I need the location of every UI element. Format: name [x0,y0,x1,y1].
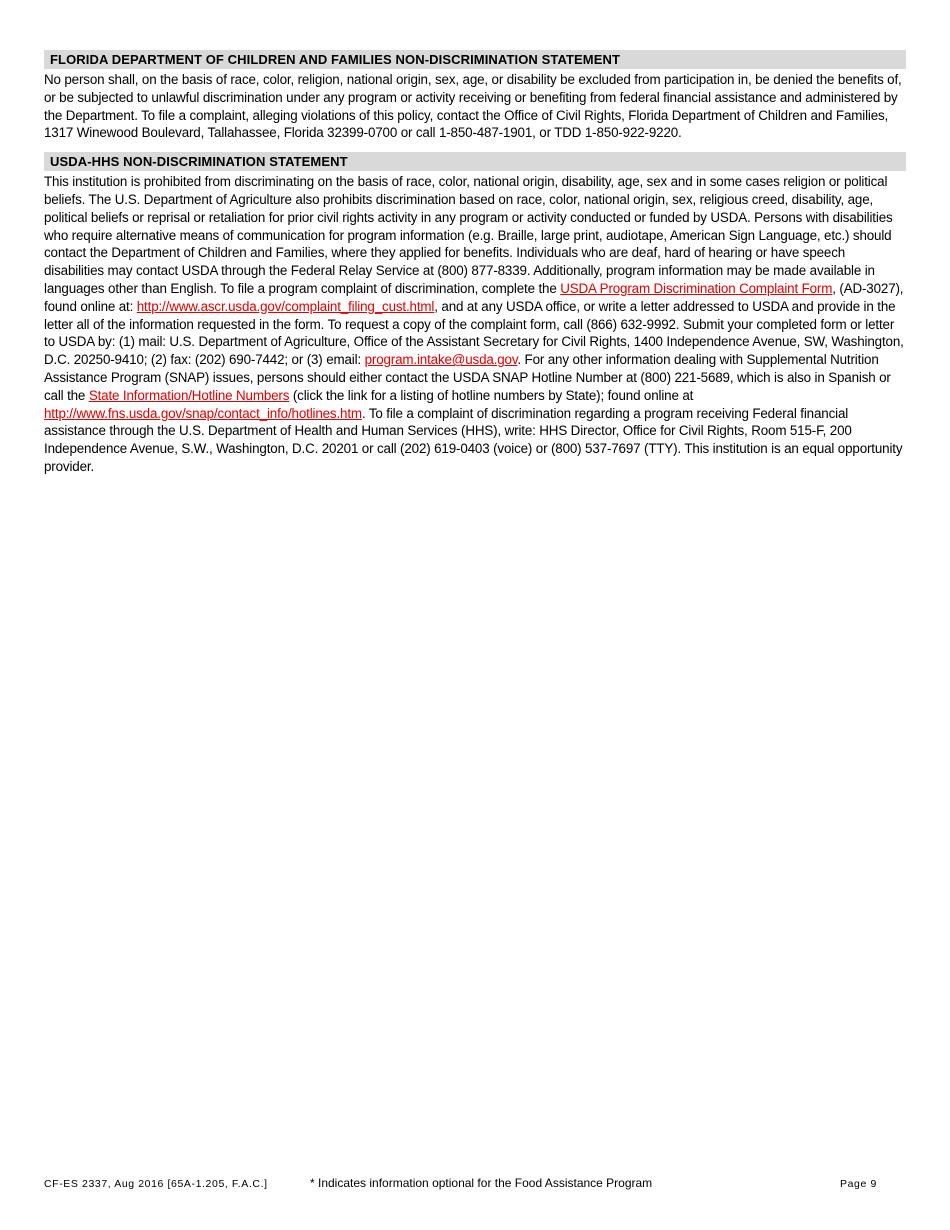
form-identifier: CF-ES 2337, Aug 2016 [65A-1.205, F.A.C.] [44,1178,268,1190]
usda-text-part-3: , and at any USDA office, or write a letter addressed to USDA and provide in the letter all of the information requested in the form. To request a copy of the complaint form, call (866) 632-9992. Submit your completed form or letter to USDA by: (1) mail: U.S. Department of Agriculture, Office of the Assistant Secretary for Civil Rights, 1400 Independence Avenue, SW, Washington, D.C. 20250-9410; (2) fax: (202) 690-7442; or (3) email: [44,298,904,368]
complaint-form-link[interactable]: USDA Program Discrimination Complaint Form [560,280,833,296]
page-footer [44,1176,906,1192]
dcf-statement-text: No person shall, on the basis of race, color, religion, national origin, sex, age, or disability be excluded from participation in, be denied the benefits of, or be subjected to unlawful discrimination under any program or activity receiving or benefiting from federal financial assistance and administered by the Department. To file a complaint, alleging violations of this policy, contact the Office of Civil Rights, Florida Department of Children and Families, 1317 Winewood Boulevard, Tallahassee, Florida 32399-0700 or call 1-850-487-1901, or TDD 1-850-922-9220. [44,72,902,141]
snap-hotlines-url-link[interactable]: http://www.fns.usda.gov/snap/contact_info/hotlines.htm [44,405,362,421]
page-number: Page 9 [840,1178,877,1190]
complaint-filing-url-link[interactable]: http://www.ascr.usda.gov/complaint_filing_cust.html [136,298,435,314]
state-hotline-numbers-link[interactable]: State Information/Hotline Numbers [88,387,290,403]
usda-hhs-nondiscrimination-section [44,152,906,476]
document-page [44,50,906,486]
dcf-nondiscrimination-section [44,50,906,142]
usda-text-part-6: . To file a complaint of discrimination regarding a program receiving Federal financial assistance through the U.S. Department of Health and Human Services (HHS), write: HHS Director, Office for Civil Rights, Room 515-F, 200 Independence Avenue, S.W., Washington, D.C. 20201 or call (202) 619-0403 (voice) or (800) 537-7697 (TTY). This institution is an equal opportunity provider. [44,405,903,474]
usda-text-part-4: . For any other information dealing with Supplemental Nutrition Assistance Program (SNAP) issues, persons should either contact the USDA SNAP Hotline Number at (800) 221-5689, which is also in Spanish or call the [44,352,891,403]
optional-info-note: * Indicates information optional for the Food Assistance Program [310,1176,653,1190]
usda-statement-text [44,173,906,476]
usda-text-part-5: (click the link for a listing of hotline numbers by State); found online at [289,387,694,403]
usda-section-title: USDA-HHS NON-DISCRIMINATION STATEMENT [44,152,906,171]
usda-text-part-2: , (AD-3027), found online at: [44,280,904,314]
dcf-section-title: FLORIDA DEPARTMENT OF CHILDREN AND FAMILIES NON-DISCRIMINATION STATEMENT [44,50,906,69]
usda-text-part-1: This institution is prohibited from discriminating on the basis of race, color, national origin, disability, age, sex and in some cases religion or political beliefs. The U.S. Department of Agriculture also prohibits discrimination based on race, color, national origin, sex, religious creed, disability, age, political beliefs or reprisal or retaliation for prior civil rights activity in any program or activity conducted or funded by USDA. Persons with disabilities who require alternative means of communication for program information (e.g. Braille, large print, audiotape, American Sign Language, etc.) should contact the Department of Children and Families, where they applied for benefits. Individuals who are deaf, hard of hearing or have speech disabilities may contact USDA through the Federal Relay Service at (800) 877-8339. Additionally, program information may be made available in languages other than English. To file a program complaint of discrimination, complete the [44,174,893,296]
program-intake-email-link[interactable]: program.intake@usda.gov [364,352,518,368]
